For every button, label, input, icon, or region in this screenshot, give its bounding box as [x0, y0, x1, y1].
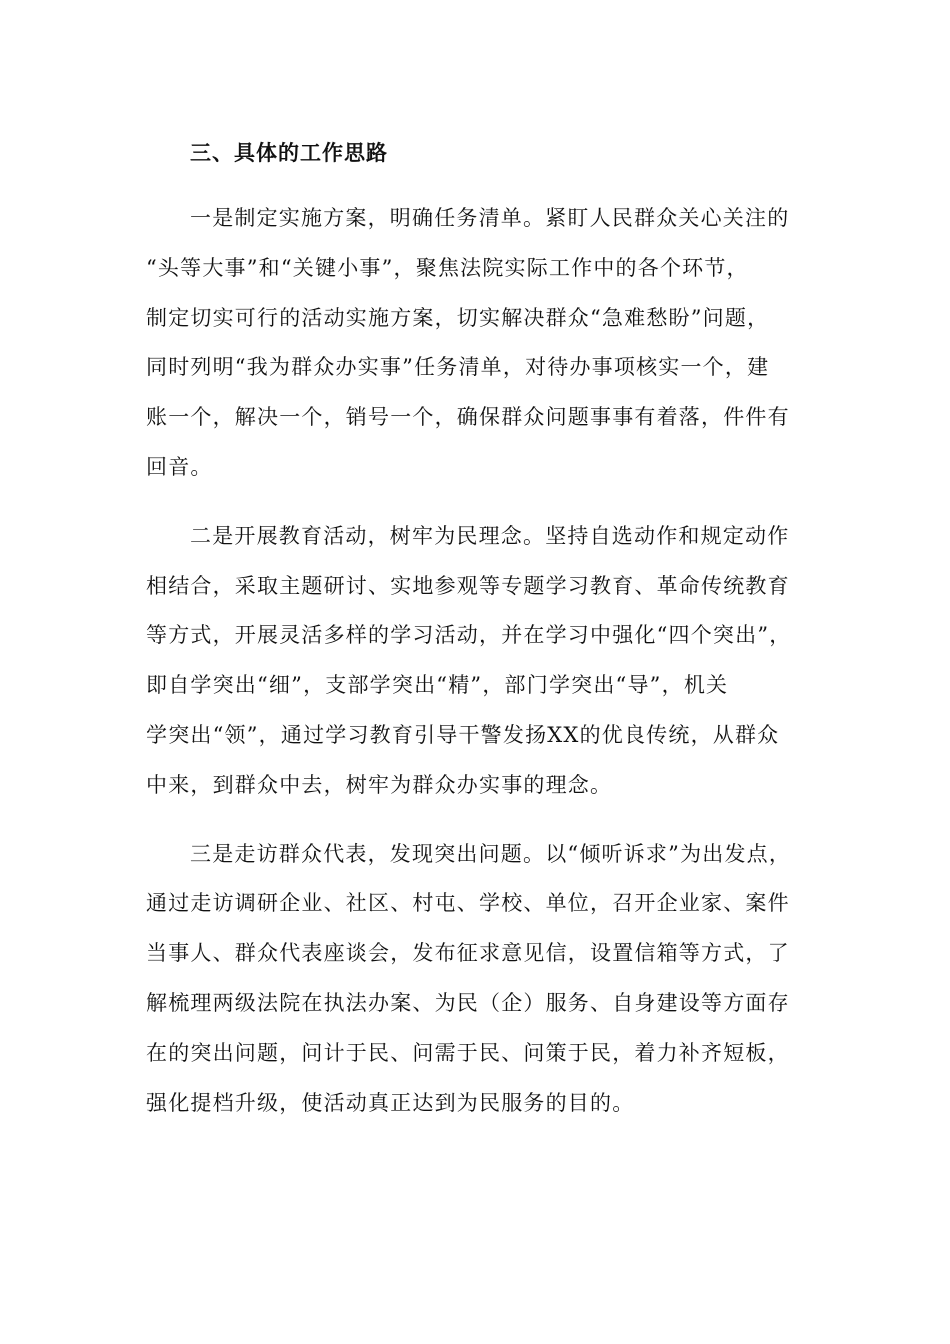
paragraph-3 — [146, 830, 806, 1129]
paragraph-line: 学突出“领”，通过学习教育引导干警发扬XX的优良传统，从群众 — [146, 722, 780, 747]
paragraph-line: 即自学突出“细”，支部学突出“精”，部门学突出“导”，机关 — [146, 673, 729, 698]
paragraph-line: 一是制定实施方案，明确任务清单。紧盯人民群众关心关注的 — [190, 206, 790, 230]
paragraph-line: 当事人、群众代表座谈会，发布征求意见信，设置信箱等方式，了 — [146, 941, 790, 966]
paragraph-1 — [146, 194, 806, 493]
paragraph-line: 通过走访调研企业、社区、村屯、学校、单位，召开企业家、案件 — [146, 891, 790, 916]
paragraph-line: 等方式，开展灵活多样的学习活动，并在学习中强化“四个突出”， — [146, 623, 792, 648]
paragraph-line: 相结合，采取主题研讨、实地参观等专题学习教育、革命传统教育 — [146, 573, 790, 598]
paragraph-line: 中来，到群众中去，树牢为群众办实事的理念。 — [146, 772, 613, 797]
paragraph-line: 在的突出问题，问计于民、问需于民、问策于民，着力补齐短板， — [146, 1040, 790, 1065]
document-body — [146, 128, 806, 1128]
paragraph-line: “头等大事”和“关键小事”，聚焦法院实际工作中的各个环节， — [146, 255, 749, 280]
section-heading: 三、具体的工作思路 — [190, 140, 388, 165]
paragraph-line: 解梳理两级法院在执法办案、为民（企）服务、自身建设等方面存 — [146, 990, 790, 1015]
paragraph-line: 三是走访群众代表，发现突出问题。以“倾听诉求”为出发点， — [190, 841, 792, 866]
paragraph-line: 账一个，解决一个，销号一个，确保群众问题事事有着落，件件有 — [146, 405, 790, 430]
paragraph-line: 制定切实可行的活动实施方案，切实解决群众“急难愁盼”问题， — [146, 305, 770, 330]
paragraph-2 — [146, 512, 806, 811]
paragraph-line: 回音。 — [146, 454, 213, 479]
paragraph-line: 同时列明“我为群众办实事”任务清单，对待办事项核实一个，建 — [146, 355, 770, 380]
paragraph-line: 二是开展教育活动，树牢为民理念。坚持自选动作和规定动作 — [190, 523, 790, 548]
paragraph-line: 强化提档升级，使活动真正达到为民服务的目的。 — [146, 1090, 635, 1115]
